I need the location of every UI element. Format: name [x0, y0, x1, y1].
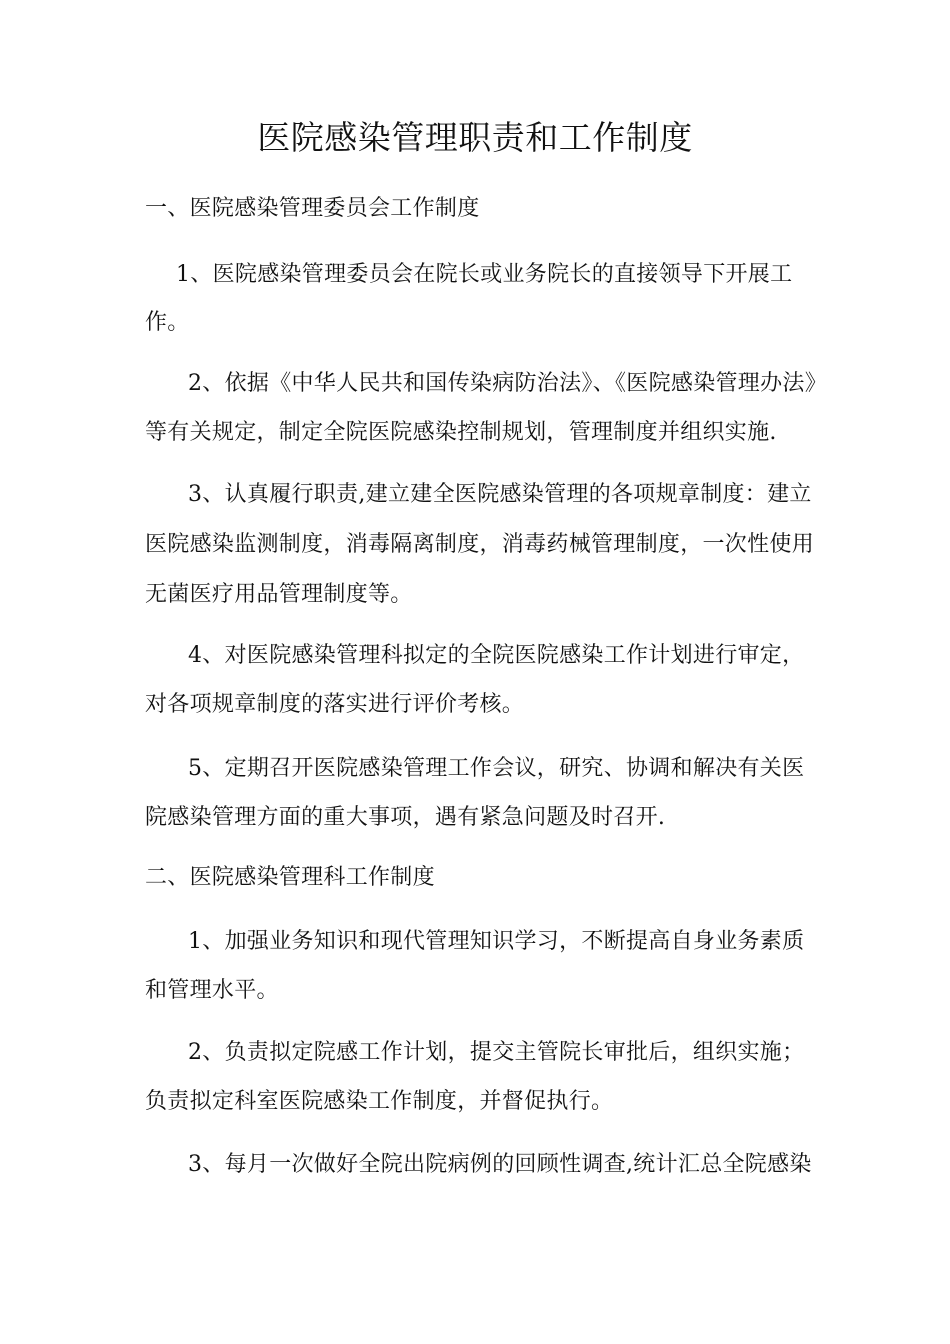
section-heading-2: 二、医院感染管理科工作制度 [145, 865, 435, 890]
paragraph-line: 4、对医院感染管理科拟定的全院医院感染工作计划进行审定， [188, 643, 805, 668]
paragraph-line: 负责拟定科室医院感染工作制度，并督促执行。 [145, 1089, 614, 1114]
paragraph-line: 1、加强业务知识和现代管理知识学习，不断提高自身业务素质 [188, 929, 805, 954]
paragraph-line: 对各项规章制度的落实进行评价考核。 [145, 692, 525, 717]
paragraph-line: 3、每月一次做好全院出院病例的回顾性调查,统计汇总全院感染 [188, 1152, 812, 1177]
paragraph-line: 等有关规定，制定全院医院感染控制规划，管理制度并组织实施. [145, 420, 777, 445]
paragraph-line: 作。 [145, 310, 190, 335]
section-heading-1: 一、医院感染管理委员会工作制度 [145, 196, 480, 221]
paragraph-line: 2、负责拟定院感工作计划，提交主管院长审批后，组织实施； [188, 1040, 805, 1065]
paragraph-line: 无菌医疗用品管理制度等。 [145, 582, 413, 607]
paragraph-line: 院感染管理方面的重大事项，遇有紧急问题及时召开. [145, 805, 666, 830]
document-title: 医院感染管理职责和工作制度 [257, 118, 693, 157]
paragraph-line: 1、医院感染管理委员会在院长或业务院长的直接领导下开展工 [176, 262, 793, 287]
paragraph-line: 医院感染监测制度，消毒隔离制度，消毒药械管理制度，一次性使用 [145, 532, 815, 557]
paragraph-line: 5、定期召开医院感染管理工作会议，研究、协调和解决有关医 [188, 756, 805, 781]
paragraph-line: 2、依据《中华人民共和国传染病防治法》、《医院感染管理办法》 [188, 371, 827, 396]
paragraph-line: 3、认真履行职责,建立建全医院感染管理的各项规章制度：建立 [188, 482, 812, 507]
paragraph-line: 和管理水平。 [145, 978, 279, 1003]
